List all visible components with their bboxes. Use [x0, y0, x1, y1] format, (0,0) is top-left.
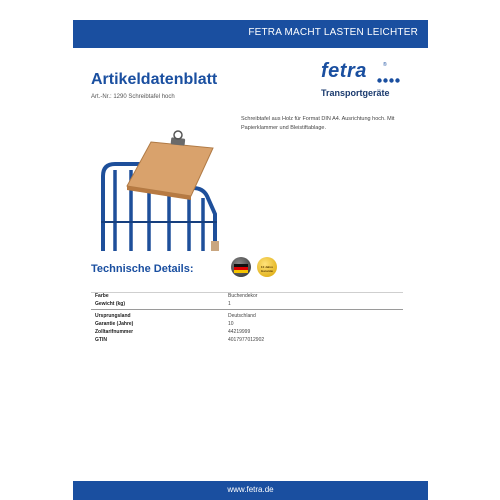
product-description: Schreibtafel aus Holz für Format DIN A4. Ausrichtung hoch. Mit Papierklammer und Bleistiftablage. [241, 116, 395, 131]
logo-tagline: Transportgeräte [321, 88, 390, 98]
table-row [91, 312, 403, 320]
made-in-germany-badge-icon [231, 257, 251, 277]
logo-dots-icon [377, 78, 401, 83]
tech-details-heading: Technische Details: [91, 263, 194, 275]
row-key: Zolltarifnummer [95, 329, 134, 335]
fetra-logo [321, 60, 421, 110]
guarantee-badge-icon [257, 257, 277, 277]
article-number: Art.-Nr.: 1290 Schreibtafel hoch [91, 94, 175, 100]
logo-word: fetra [321, 60, 367, 82]
table-row [91, 328, 403, 336]
table-row [91, 336, 403, 344]
row-key: Gewicht (kg) [95, 301, 126, 307]
row-value: 4017977012902 [228, 337, 265, 343]
footer-bar [73, 481, 428, 500]
logo-registered-mark: ® [383, 62, 387, 68]
header-slogan: FETRA MACHT LASTEN LEICHTER [248, 27, 418, 38]
table-row [91, 300, 403, 308]
tech-details-table [91, 292, 403, 344]
row-value: Deutschland [228, 313, 256, 319]
row-value: 10 [228, 321, 234, 327]
footer-url[interactable]: www.fetra.de [227, 485, 274, 494]
table-divider [91, 309, 403, 310]
header-bar [73, 20, 428, 48]
row-key: Farbe [95, 293, 109, 299]
row-value: Buchendekor [228, 293, 258, 299]
row-key: GTIN [95, 337, 107, 343]
page-title: Artikeldatenblatt [91, 71, 218, 88]
datasheet-page [73, 14, 428, 500]
row-value: 44219999 [228, 329, 251, 335]
table-row [91, 320, 403, 328]
product-image [93, 126, 233, 251]
row-value: 1 [228, 301, 231, 307]
row-key: Garantie (Jahre) [95, 321, 134, 327]
guarantee-badge-text: 10 Jahre Garantie [260, 265, 274, 273]
table-row [91, 292, 403, 300]
row-key: Ursprungsland [95, 313, 131, 319]
